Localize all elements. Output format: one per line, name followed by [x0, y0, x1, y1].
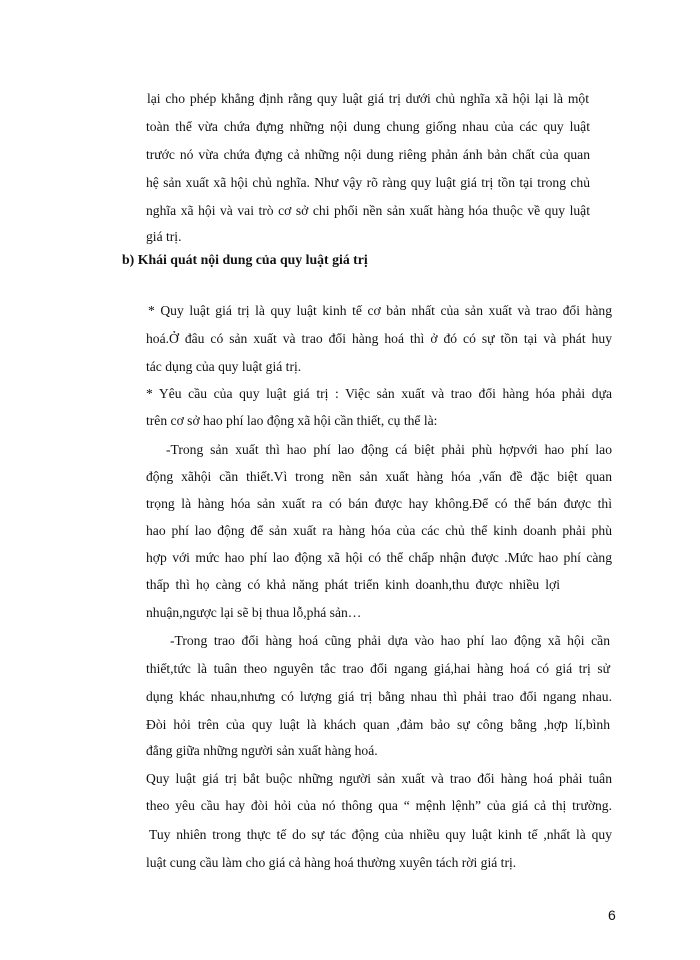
- text-line: dụng khác nhau,nhưng có lượng giá trị bằng nhau thì phải trao đổi ngang nhau.: [146, 689, 612, 704]
- text-line: nghĩa xã hội và vai trò cơ sở chi phối nền sản xuất hàng hóa thuộc về quy luật: [146, 203, 590, 218]
- text-line: nhuận,ngược lại sẽ bị thua lỗ,phá sản…: [146, 605, 362, 620]
- text-line: * Yêu cầu của quy luật giá trị : Việc sản xuất và trao đổi hàng hóa phải dựa: [146, 386, 612, 401]
- text-line: trước nó vừa chứa đựng cả những nội dung riêng phản ánh bản chất của quan: [146, 147, 590, 162]
- text-line: Quy luật giá trị bắt buộc những người sản xuất và trao đổi hàng hoá phải tuân: [146, 771, 612, 786]
- text-line: hệ sản xuất xã hội chủ nghĩa. Như vậy rõ ràng quy luật giá trị tồn tại trong chủ: [146, 175, 590, 190]
- page-number: 6: [608, 907, 616, 923]
- text-line: trên cơ sở hao phí lao động xã hội cần thiết, cụ thể là:: [146, 413, 438, 428]
- text-line: lại cho phép khẳng định rằng quy luật giá trị dưới chủ nghĩa xã hội lại là một: [147, 91, 589, 106]
- text-line: trọng là hàng hóa sản xuất ra có bán được hay không.Để có thể bán được thì: [146, 496, 612, 511]
- text-line: luật cung cầu làm cho giá cả hàng hoá thường xuyên tách rời giá trị.: [146, 855, 517, 870]
- text-line: đẳng giữa những người sản xuất hàng hoá.: [146, 743, 378, 758]
- text-line: -Trong trao đổi hàng hoá cũng phải dựa vào hao phí lao động xã hội cần: [170, 633, 610, 648]
- text-line: hao phí lao động để sản xuất ra hàng hóa của các chủ thể kinh doanh phải phù: [146, 523, 612, 538]
- text-line: thấp thì họ càng có khả năng phát triển kinh doanh,thu được nhiều lợi: [146, 577, 560, 592]
- text-line: theo yêu cầu hay đòi hỏi của nó thông qua “ mệnh lệnh” của giá cả thị trường.: [146, 798, 612, 813]
- text-line: thiết,tức là tuân theo nguyên tắc trao đổi ngang giá,hai hàng hoá có giá trị sử: [146, 661, 610, 676]
- section-heading: b) Khái quát nội dung của quy luật giá trị: [122, 252, 368, 267]
- text-line: tác dụng của quy luật giá trị.: [146, 359, 302, 374]
- text-line: hợp với mức hao phí lao động xã hội có thể chấp nhận được .Mức hao phí càng: [146, 550, 612, 565]
- text-line: -Trong sản xuất thì hao phí lao động cá biệt phải phù hợpvới hao phí lao: [166, 442, 612, 457]
- text-line: toàn thể vừa chứa đựng những nội dung chung giống nhau của các quy luật: [146, 119, 590, 134]
- text-line: * Quy luật giá trị là quy luật kinh tế cơ bản nhất của sản xuất và trao đổi hàng: [148, 303, 612, 318]
- text-line: động xãhội cần thiết.Vì trong nền sản xuất hàng hóa ,vấn đề đặc biệt quan: [146, 469, 612, 484]
- text-line: Đòi hỏi trên của quy luật là khách quan ,đảm bảo sự công bằng ,hợp lí,bình: [146, 717, 610, 732]
- text-line: Tuy nhiên trong thực tế do sự tác động của nhiều quy luật kinh tế ,nhất là quy: [149, 827, 612, 842]
- text-line: giá trị.: [146, 229, 182, 244]
- text-line: hoá.Ở đâu có sản xuất và trao đổi hàng hoá thì ở đó có sự tồn tại và phát huy: [146, 331, 612, 346]
